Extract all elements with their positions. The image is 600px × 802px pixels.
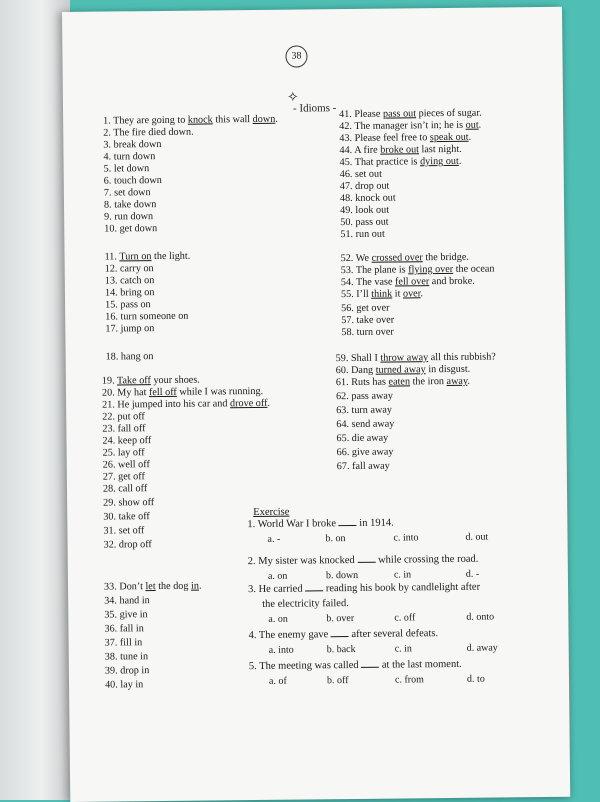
idiom-text: carry on [120, 263, 154, 274]
answer-option[interactable]: b. off [327, 675, 349, 686]
answer-option[interactable]: d. out [465, 532, 488, 543]
idiom-number: 2. [103, 127, 111, 138]
idiom-text: . [467, 376, 470, 387]
idiom-number: 42. [339, 121, 352, 132]
underlined-idiom: fell off [149, 387, 177, 398]
idiom-text: set off [119, 525, 145, 536]
idiom-text: pass on [120, 299, 150, 310]
idiom-item [341, 252, 469, 264]
answer-option[interactable]: b. on [325, 533, 345, 544]
idiom-number: 25. [103, 447, 116, 458]
idiom-number: 20. [102, 387, 115, 398]
idiom-text: catch on [120, 275, 154, 286]
idiom-number: 28. [103, 483, 116, 494]
question-text: The enemy gave [259, 629, 331, 641]
idiom-number: 37. [105, 637, 118, 648]
idiom-number: 35. [104, 609, 117, 620]
idiom-item [337, 461, 390, 473]
idiom-text: bring on [120, 287, 154, 298]
underlined-idiom: dying out [420, 156, 459, 167]
idioms-left-column [62, 7, 562, 12]
idiom-item [105, 651, 148, 662]
question-text: reading his book by candlelight after [323, 582, 480, 595]
idiom-item [339, 120, 481, 132]
idiom-number: 19. [102, 375, 115, 386]
answer-blank[interactable] [361, 667, 379, 668]
idiom-text: pass out [355, 217, 388, 228]
underlined-idiom: pass out [383, 108, 416, 119]
idiom-text: We [356, 253, 372, 264]
underlined-idiom: knock [188, 114, 213, 125]
idiom-item [341, 303, 390, 315]
idiom-item [105, 323, 154, 335]
exercise-questions [62, 7, 562, 12]
idiom-text: let down [114, 163, 149, 174]
answer-option[interactable]: c. into [393, 532, 418, 543]
question-text: My sister was knocked [258, 555, 357, 567]
idiom-text: it [392, 288, 403, 299]
idiom-text: get over [356, 303, 389, 314]
idiom-text: fall away [352, 461, 390, 472]
idiom-text: tune in [120, 651, 148, 662]
idiom-text: Ruts has [351, 377, 388, 388]
underlined-idiom: over [403, 288, 421, 299]
idiom-text: The manager isn’t in; he is [354, 120, 465, 132]
idiom-text: They are going to [113, 115, 188, 127]
question-text: in 1914. [357, 518, 394, 529]
idiom-number: 30. [103, 511, 116, 522]
question-number: 5. [249, 661, 257, 672]
idiom-number: 22. [102, 411, 115, 422]
exercise-question [248, 554, 479, 567]
idiom-text: in disgust. [426, 364, 471, 375]
idiom-item [105, 287, 155, 299]
idiom-number: 14. [105, 287, 118, 298]
answer-blank[interactable] [357, 562, 375, 563]
idiom-text: keep off [118, 435, 152, 446]
idiom-number: 9. [104, 211, 112, 222]
idiom-text: Please [354, 109, 383, 120]
idiom-item [340, 156, 462, 168]
idiom-item [102, 375, 200, 387]
idiom-item [105, 299, 151, 310]
idiom-text: drop in [120, 665, 149, 676]
idiom-text: . [267, 398, 270, 409]
idiom-item [103, 459, 150, 470]
answer-option[interactable]: d. - [466, 569, 479, 580]
idiom-number: 17. [105, 323, 118, 334]
idiom-text: get off [118, 471, 145, 482]
idiom-text: jump on [121, 323, 155, 334]
idiom-item [336, 376, 470, 388]
book-left-page-edge [0, 0, 70, 800]
idiom-text: lay off [118, 447, 145, 458]
exercise-question [248, 582, 480, 595]
idiom-text: die away [352, 433, 389, 444]
idiom-item [105, 311, 188, 323]
underlined-idiom: away [446, 376, 467, 387]
idiom-text: well off [118, 459, 150, 470]
idiom-text: A fire [354, 145, 380, 156]
idiom-number: 32. [104, 539, 117, 550]
idiom-number: 66. [337, 447, 350, 458]
answer-option[interactable]: c. from [395, 674, 424, 685]
idiom-item [104, 187, 151, 198]
underlined-idiom: drove off [230, 398, 268, 409]
exercise-question [248, 628, 438, 641]
idiom-text: set out [355, 169, 382, 180]
answer-option[interactable]: b. over [326, 613, 354, 624]
idiom-text: set down [114, 187, 151, 198]
idiom-item [340, 169, 382, 180]
idiom-item [340, 229, 385, 240]
idiom-number: 15. [105, 299, 118, 310]
page-number: 38 [285, 45, 307, 67]
question-number: 1. [247, 519, 255, 530]
idiom-text: . [275, 114, 278, 125]
idiom-text: the bridge. [423, 252, 469, 263]
underlined-idiom: fell over [395, 276, 429, 287]
idiom-text: touch down [114, 175, 162, 187]
idiom-number: 16. [105, 311, 118, 322]
idiom-item [104, 175, 162, 187]
idiom-text: The plane is [356, 264, 408, 276]
idiom-text: fill in [120, 637, 142, 648]
idiom-number: 21. [102, 399, 115, 410]
idiom-text: put off [117, 411, 144, 422]
idiom-item [339, 132, 471, 144]
question-text: at the last moment. [379, 659, 462, 671]
idiom-item [337, 447, 394, 459]
idiom-item [103, 139, 161, 151]
section-title: - Idioms - [293, 102, 337, 114]
idiom-text: send away [352, 419, 395, 430]
question-text: The meeting was called [259, 660, 361, 672]
idiom-text: run down [114, 211, 153, 222]
idiom-item [106, 351, 154, 363]
idiom-text: show off [118, 497, 154, 508]
idiom-number: 39. [105, 665, 118, 676]
idiom-item [341, 263, 495, 276]
idiom-number: 4. [103, 151, 111, 162]
answer-option[interactable]: d. away [467, 642, 498, 653]
idiom-text: lay in [120, 679, 143, 690]
idiom-text: turn over [357, 327, 394, 338]
idiom-item [102, 423, 145, 434]
idiom-item [104, 623, 143, 634]
answer-option[interactable]: c. in [394, 569, 411, 580]
idiom-item [339, 144, 461, 156]
answer-option[interactable]: a. - [267, 534, 280, 545]
idioms-right-column [62, 7, 562, 12]
idiom-text: call off [118, 483, 147, 494]
idiom-number: 6. [104, 175, 112, 186]
question-text: while crossing the road. [375, 554, 478, 566]
idiom-item [341, 327, 393, 339]
idiom-text: take over [356, 315, 394, 326]
idiom-item [105, 679, 143, 690]
idiom-item [104, 223, 157, 235]
idiom-number: 38. [105, 651, 118, 662]
idiom-number: 40. [105, 679, 118, 690]
idiom-item [102, 435, 151, 447]
idiom-text: Dang [351, 365, 376, 376]
idiom-number: 50. [340, 217, 353, 228]
idiom-number: 43. [339, 133, 352, 144]
answer-option[interactable]: a. of [269, 676, 287, 687]
idiom-item [102, 398, 270, 411]
idiom-text: The fire died down. [113, 127, 193, 139]
idiom-item [340, 181, 390, 193]
idiom-text: pass away [351, 391, 393, 402]
idiom-item [105, 251, 191, 263]
idiom-number: 55. [341, 289, 354, 300]
idiom-text: drop out [355, 181, 389, 192]
idiom-item [104, 595, 150, 606]
idiom-item [104, 581, 202, 593]
idiom-text: look out [355, 205, 389, 216]
idiom-number: 11. [105, 251, 117, 262]
idiom-item [102, 386, 263, 399]
idiom-number: 46. [340, 169, 353, 180]
idiom-number: 8. [104, 199, 112, 210]
idiom-item [340, 217, 389, 229]
idiom-item [341, 288, 423, 300]
idiom-item [105, 263, 154, 275]
idiom-item [103, 525, 144, 536]
idiom-number: 31. [103, 525, 116, 536]
idiom-text: The vase [356, 277, 395, 288]
underlined-idiom: flying over [408, 264, 453, 275]
underlined-idiom: speak out [430, 132, 469, 143]
idiom-number: 24. [102, 435, 115, 446]
idiom-number: 18. [106, 351, 119, 362]
idiom-number: 23. [102, 423, 115, 434]
idiom-text: run out [356, 229, 385, 240]
underlined-idiom: let [145, 581, 155, 592]
idiom-item [102, 411, 145, 422]
idiom-text: fall in [120, 623, 144, 634]
idiom-item [103, 127, 193, 139]
answer-option[interactable]: a. on [268, 614, 288, 625]
idiom-item [105, 665, 150, 676]
idiom-text: . [199, 581, 202, 592]
idiom-number: 61. [336, 377, 349, 388]
idiom-number: 45. [340, 157, 353, 168]
underlined-idiom: crossed over [372, 252, 423, 264]
idiom-text: My hat [117, 387, 149, 398]
idiom-number: 29. [103, 497, 116, 508]
underlined-idiom: broke out [380, 144, 419, 155]
idiom-item [105, 637, 143, 648]
idiom-number: 5. [104, 163, 112, 174]
exercise-question [247, 518, 393, 531]
idiom-text: hang on [121, 351, 154, 362]
underlined-idiom: throw away [380, 352, 428, 364]
idiom-number: 67. [337, 461, 350, 472]
idiom-item [104, 609, 147, 620]
idiom-number: 51. [340, 229, 353, 240]
idiom-number: 54. [341, 277, 354, 288]
idiom-item [341, 276, 475, 288]
idiom-number: 56. [341, 303, 354, 314]
idiom-text: . [459, 156, 462, 167]
idiom-number: 59. [336, 353, 349, 364]
idiom-text: turn down [114, 151, 156, 162]
idiom-number: 1. [103, 115, 111, 126]
idiom-item [103, 114, 278, 127]
question-number: 2. [248, 556, 256, 567]
idiom-item [336, 391, 393, 403]
underlined-idiom: Turn on [119, 251, 151, 262]
idiom-text: That practice is [355, 156, 420, 168]
idiom-item [336, 364, 471, 376]
idiom-item [336, 433, 388, 445]
idiom-text: the light. [151, 251, 190, 262]
question-number: 4. [248, 630, 256, 641]
idiom-text: give away [352, 447, 394, 458]
idiom-number: 44. [339, 145, 352, 156]
idiom-number: 65. [336, 433, 349, 444]
answer-option[interactable]: c. off [394, 612, 415, 623]
idiom-item [103, 483, 147, 494]
idiom-text: last night. [419, 144, 462, 155]
idiom-text: turn someone on [120, 311, 188, 323]
idiom-text: I’ll [356, 289, 371, 300]
idiom-number: 33. [104, 581, 117, 592]
idiom-number: 58. [341, 327, 354, 338]
idiom-number: 57. [341, 315, 354, 326]
idiom-text: while I was running. [177, 386, 263, 398]
underlined-idiom: down [253, 114, 276, 125]
answer-option[interactable]: a. on [268, 571, 288, 582]
idiom-text: take down [114, 199, 156, 210]
question-text: World War I broke [258, 518, 339, 530]
idiom-text: the ocean [453, 263, 494, 274]
idiom-text: pieces of sugar. [416, 108, 482, 120]
idiom-number: 62. [336, 391, 349, 402]
idiom-text: get down [119, 223, 157, 234]
idiom-text: the dog [156, 581, 191, 592]
idiom-number: 34. [104, 595, 117, 606]
idiom-text: give in [120, 609, 148, 620]
idiom-text: all this rubbish? [428, 351, 496, 363]
question-continuation: the electricity failed. [262, 598, 349, 610]
idiom-text: Don’t [119, 581, 145, 592]
idiom-number: 36. [104, 623, 117, 634]
idiom-text: Shall I [351, 353, 381, 364]
idiom-item [105, 275, 155, 287]
idiom-text: take off [119, 511, 150, 522]
question-text: He carried [259, 583, 306, 594]
underlined-idiom: turned away [376, 364, 426, 376]
idiom-text: fall off [118, 423, 146, 434]
idiom-number: 26. [103, 459, 116, 470]
underlined-idiom: in [191, 581, 199, 592]
idiom-text: break down [114, 139, 162, 151]
underlined-idiom: think [371, 289, 392, 300]
answer-blank[interactable] [339, 525, 357, 526]
idiom-item [336, 419, 394, 431]
idiom-text: . [469, 132, 472, 143]
exercise-question [249, 659, 462, 672]
idiom-item [103, 497, 154, 509]
answer-option[interactable]: a. into [269, 645, 294, 656]
idiom-item [103, 471, 145, 482]
underlined-idiom: out [466, 120, 479, 131]
answer-option[interactable]: b. down [326, 570, 358, 581]
idiom-item [336, 405, 392, 417]
idiom-number: 27. [103, 471, 116, 482]
question-text: after several defeats. [349, 628, 438, 640]
underlined-idiom: Take off [117, 375, 151, 386]
idiom-number: 64. [336, 419, 349, 430]
idiom-number: 49. [340, 205, 353, 216]
document-page [62, 7, 570, 802]
idiom-number: 63. [336, 405, 349, 416]
idiom-text: hand in [119, 595, 149, 606]
underlined-idiom: eaten [388, 376, 410, 387]
answer-option[interactable]: d. onto [466, 612, 494, 623]
idiom-item [336, 351, 496, 364]
idiom-item [103, 151, 155, 163]
idiom-item [103, 511, 150, 522]
idiom-text: Please feel free to [355, 132, 430, 144]
idiom-number: 52. [341, 253, 354, 264]
idiom-text: . [479, 120, 482, 131]
answer-option[interactable]: c. in [395, 643, 412, 654]
idiom-text: this wall [213, 114, 253, 125]
answer-option[interactable]: d. to [467, 674, 485, 685]
answer-blank[interactable] [331, 636, 349, 637]
idiom-text: knock out [355, 193, 396, 204]
idiom-number: 48. [340, 193, 353, 204]
idiom-item [339, 108, 482, 120]
idiom-text: the iron [410, 376, 447, 387]
question-number: 3. [248, 584, 256, 595]
idiom-number: 10. [104, 223, 117, 234]
idiom-item [104, 539, 152, 551]
idiom-number: 60. [336, 365, 349, 376]
idiom-text: turn away [351, 405, 392, 416]
idiom-number: 13. [105, 275, 118, 286]
star-ornament-icon: ✧ [287, 90, 299, 106]
idiom-item [104, 199, 156, 211]
idiom-item [104, 163, 150, 174]
idiom-text: drop off [119, 539, 152, 550]
idiom-number: 12. [105, 263, 118, 274]
idiom-number: 47. [340, 181, 353, 192]
idiom-item [103, 447, 145, 458]
idiom-item [340, 205, 389, 217]
idiom-number: 41. [339, 109, 352, 120]
answer-blank[interactable] [305, 590, 323, 591]
idiom-item [340, 193, 396, 205]
idiom-number: 3. [103, 139, 111, 150]
idiom-text: . [420, 288, 423, 299]
answer-option[interactable]: b. back [327, 644, 356, 655]
idiom-text: your shoes. [151, 375, 200, 387]
idiom-number: 53. [341, 265, 354, 276]
exercise-title: Exercise [253, 507, 289, 518]
idiom-text: and broke. [429, 276, 475, 287]
idiom-item [341, 315, 394, 327]
idiom-text: He jumped into his car and [117, 398, 230, 410]
idiom-number: 7. [104, 187, 112, 198]
idiom-item [104, 211, 153, 223]
